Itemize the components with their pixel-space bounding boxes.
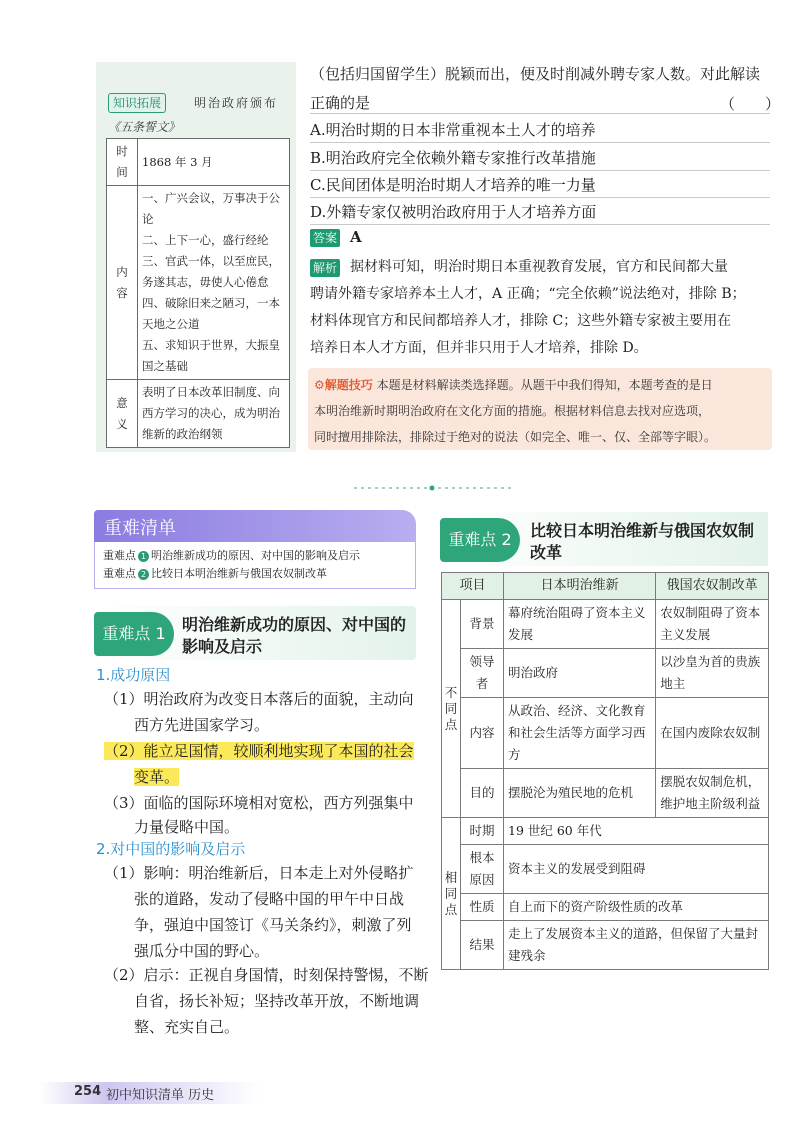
book-title: 初中知识清单 历史 (106, 1088, 215, 1103)
divider-line (310, 113, 770, 114)
body-text: （1）影响：明治维新后，日本走上对外侵略扩 (104, 864, 414, 882)
body-text: （1）明治政府为改变日本落后的面貌，主动向 (104, 690, 414, 708)
comparison-table (441, 572, 769, 970)
point1-banner (94, 606, 416, 660)
checklist-item: 重难点 2 比较日本明治维新与俄国农奴制改革 (103, 567, 327, 580)
row-key: 内容 (107, 186, 138, 380)
table-row (107, 186, 290, 380)
knowledge-subtitle: 《五条誓文》 (108, 120, 181, 134)
body-text: 西方先进国家学习。 (134, 716, 270, 734)
column-header: 日本明治维新 (504, 573, 656, 600)
analysis-tag: 解析 (310, 259, 340, 277)
point1-title: 明治维新成功的原因、对中国的 (182, 615, 407, 634)
row-label: 时期 (461, 818, 504, 845)
table-row (442, 845, 769, 894)
body-text: 争，强迫中国签订《马关条约》，刺激了列 (134, 916, 412, 934)
row-value: 1868 年 3 月 (138, 139, 290, 186)
row-label: 结果 (461, 921, 504, 970)
checklist-title: 重难清单 (104, 518, 176, 539)
knowledge-header (108, 93, 298, 113)
table-cell: 明治政府 (504, 649, 656, 698)
body-text: 自省，扬长补短；坚持改革开放，不断地调 (134, 992, 420, 1010)
number-badge: 2 (138, 569, 149, 580)
option-d: D.外籍专家仅被明治政府用于人才培养方面 (310, 203, 597, 221)
knowledge-title: 明治政府颁布 (194, 96, 279, 110)
oath-table (106, 138, 290, 448)
highlighted-text: 变革。 (134, 768, 180, 786)
row-value: 表明了日本改革旧制度、向西方学习的决心，成为明治维新的政治纲领 (138, 380, 290, 448)
option-b: B.明治政府完全依赖外籍专家推行改革措施 (310, 149, 596, 167)
table-row (442, 600, 769, 649)
lightbulb-icon: ⚙ (314, 378, 325, 392)
divider-line (310, 197, 770, 198)
table-cell: 从政治、经济、文化教育和社会生活等方面学习西方 (504, 698, 656, 769)
option-c: C.民间团体是明治时期人才培养的唯一力量 (310, 176, 596, 194)
divider-line (310, 224, 770, 225)
point2-title: 改革 (530, 543, 563, 562)
knowledge-tag: 知识拓展 (108, 93, 166, 113)
column-header: 俄国农奴制改革 (656, 573, 769, 600)
table-cell: 以沙皇为首的贵族地主 (656, 649, 769, 698)
tip-text: 本明治维新时期明治政府在文化方面的措施。根据材料信息去找对应选项， (314, 404, 711, 418)
body-text: 整、充实自己。 (134, 1018, 240, 1036)
table-cell: 走上了发展资本主义的道路，但保留了大量封建残余 (504, 921, 769, 970)
section-heading: 1.成功原因 (96, 666, 171, 684)
row-value: 一、广兴会议，万事决于公论 二、上下一心，盛行经纶 三、官武一体，以至庶民，务遂其志，毋使人心倦怠 四、破除旧来之陋习，一本天地之公道 五、求知识于世界，大振皇国之基础 (138, 186, 290, 380)
point1-tag: 重难点 1 (94, 612, 174, 656)
table-row (442, 818, 769, 845)
table-cell: 摆脱沦为殖民地的危机 (504, 769, 656, 818)
divider-line (310, 170, 770, 171)
row-label: 内容 (461, 698, 504, 769)
table-cell: 农奴制阻碍了资本主义发展 (656, 600, 769, 649)
table-cell: 幕府统治阻碍了资本主义发展 (504, 600, 656, 649)
group-label: 不同点 (442, 600, 461, 818)
dotted-divider (354, 485, 514, 491)
section-heading: 2.对中国的影响及启示 (96, 840, 246, 858)
checklist-item: 重难点 1 明治维新成功的原因、对中国的影响及启示 (103, 549, 360, 562)
tip-text: 同时擅用排除法，排除过于绝对的说法（如完全、唯一、仅、全部等字眼）。 (314, 430, 717, 444)
body-text: 张的道路，发动了侵略中国的甲午中日战 (134, 890, 405, 908)
row-key: 时间 (107, 139, 138, 186)
table-row (107, 380, 290, 448)
row-label: 目的 (461, 769, 504, 818)
table-row (442, 894, 769, 921)
analysis-text: 材料体现官方和民间都培养人才，排除 C；这些外籍专家被主要用在 (310, 313, 732, 329)
tip-text: ⚙解题技巧 本题是材料解读类选择题。从题干中我们得知，本题考查的是日 (314, 378, 713, 392)
table-row (442, 769, 769, 818)
divider-line (310, 142, 770, 143)
table-header-row (442, 573, 769, 600)
table-row (442, 921, 769, 970)
point2-tag: 重难点 2 (440, 518, 520, 562)
table-row (107, 139, 290, 186)
table-row (442, 698, 769, 769)
row-label: 背景 (461, 600, 504, 649)
body-text (134, 766, 179, 788)
row-label: 性质 (461, 894, 504, 921)
analysis-text: 据材料可知，明治时期日本重视教育发展，官方和民间都大量 (350, 259, 728, 275)
point2-banner (440, 512, 768, 566)
row-key: 意义 (107, 380, 138, 448)
row-label: 领导者 (461, 649, 504, 698)
question-text: （包括归国留学生）脱颖而出，便及时削减外聘专家人数。对此解读 (310, 65, 761, 83)
answer-blank: （ ） (720, 95, 781, 113)
body-text: 强瓜分中国的野心。 (134, 942, 270, 960)
table-row (442, 649, 769, 698)
table-cell: 19 世纪 60 年代 (504, 818, 769, 845)
number-badge: 1 (138, 551, 149, 562)
question-text: 正确的是 (310, 94, 371, 112)
option-a: A.明治时期的日本非常重视本土人才的培养 (310, 121, 596, 139)
answer-tag: 答案 (310, 229, 340, 247)
table-cell: 在国内废除农奴制 (656, 698, 769, 769)
group-label: 相同点 (442, 818, 461, 970)
body-text: （2）启示：正视自身国情，时刻保持警惕，不断 (104, 966, 429, 984)
body-text (104, 740, 414, 762)
answer-value: A (350, 228, 362, 246)
body-text: 力量侵略中国。 (134, 818, 240, 836)
checklist-banner (94, 510, 416, 542)
point2-title: 比较日本明治维新与俄国农奴制 (530, 521, 755, 540)
page-number: 254 (74, 1084, 102, 1099)
tip-label: 解题技巧 (324, 378, 373, 392)
column-header: 项目 (442, 573, 504, 600)
checklist-box (94, 542, 416, 589)
analysis-text: 聘请外籍专家培养本土人才，A 正确；“完全依赖”说法绝对，排除 B； (310, 286, 746, 302)
analysis-text: 培养日本人才方面，但并非只用于人才培养，排除 D。 (310, 340, 648, 356)
highlighted-text: （2）能立足国情，较顺利地实现了本国的社会 (104, 742, 414, 760)
point1-title: 影响及启示 (182, 637, 263, 656)
body-text: （3）面临的国际环境相对宽松，西方列强集中 (104, 794, 414, 812)
page-footer (40, 1082, 260, 1104)
row-label: 根本原因 (461, 845, 504, 894)
table-cell: 摆脱农奴制危机，维护地主阶级利益 (656, 769, 769, 818)
table-cell: 资本主义的发展受到阻碍 (504, 845, 769, 894)
table-cell: 自上而下的资产阶级性质的改革 (504, 894, 769, 921)
